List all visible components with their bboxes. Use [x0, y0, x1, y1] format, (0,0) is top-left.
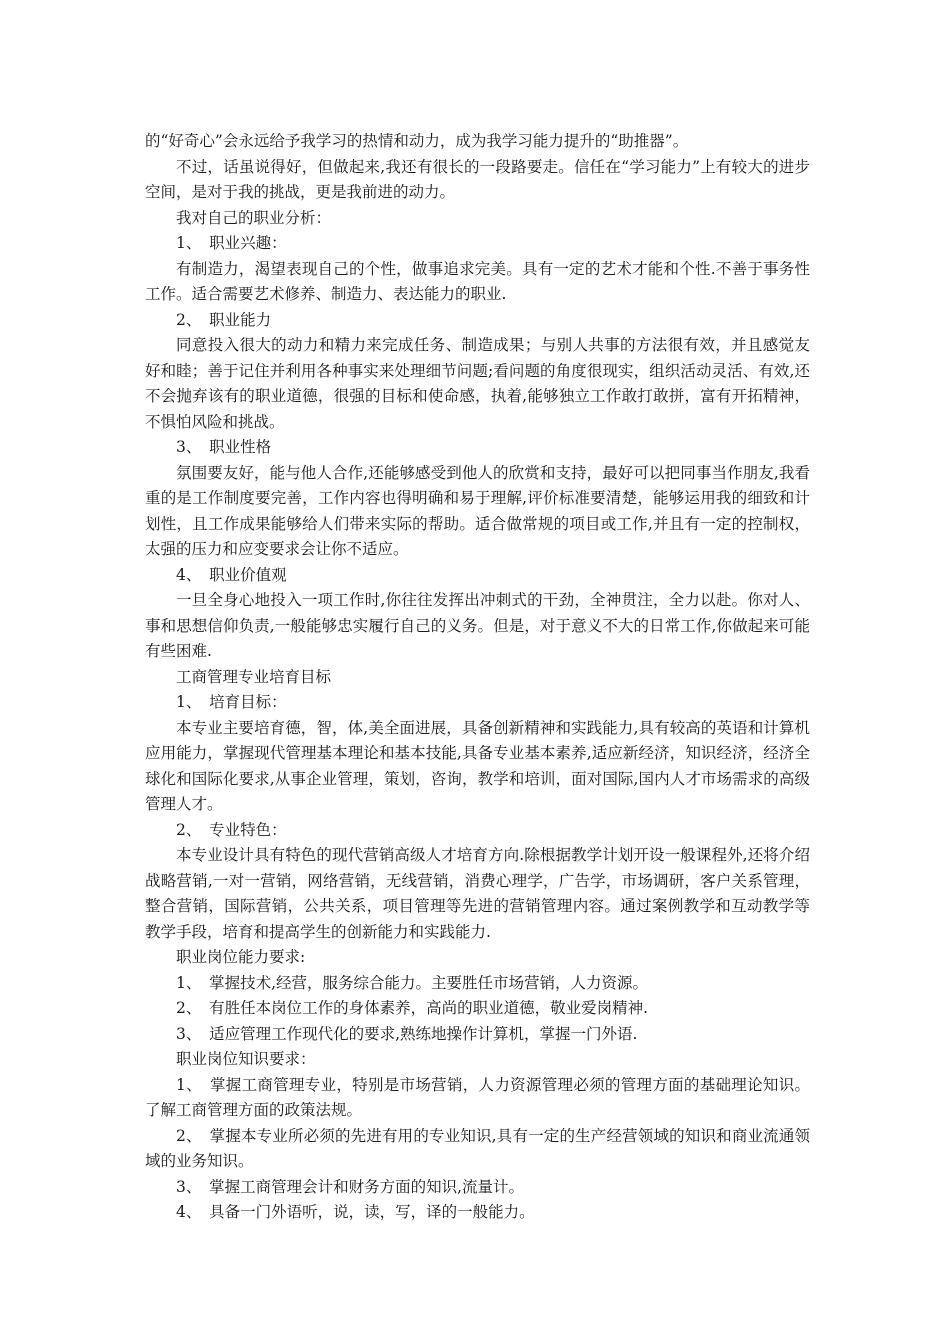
list-item: 2、 有胜任本岗位工作的身体素养，高尚的职业道德，敬业爱岗精神. [176, 999, 649, 1017]
list-item: 3、 掌握工商管理会计和财务方面的知识,流量计。 [176, 1177, 525, 1196]
list-item-heading: 1、 职业兴趣： [176, 234, 287, 252]
list-item: 1、 掌握技术,经营，服务综合能力。主要胜任市场营销，人力资源。 [176, 973, 649, 992]
list-item: 2、 掌握本专业所必须的先进有用的专业知识,具有一定的生产经营领域的知识和商业流通领域的业务知识。 [145, 1126, 810, 1170]
paragraph: 同意投入很大的动力和精力来完成任务、制造成果；与别人共事的方法很有效，并且感觉友好和睦；善于记住并利用各种事实来处理细节问题;看问题的角度很现实，组织活动灵活、有效,还不会抛弃该有的职业道德，很强的目标和使命感，执着,能够独立工作敢打敢拼，富有开拓精神，不惧怕风险和挑战。 [145, 336, 810, 431]
list-item-heading: 1、 培育目标： [176, 693, 287, 711]
section-heading: 职业岗位知识要求： [176, 1050, 316, 1068]
section-heading: 职业岗位能力要求: [176, 948, 306, 966]
paragraph: 一旦全身心地投入一项工作时,你往往发挥出冲刺式的干劲，全神贯注，全力以赴。你对人、事和思想信仰负责,一般能够忠实履行自己的义务。但是，对于意义不大的日常工作,你做起来可能有些困难. [145, 591, 810, 660]
paragraph: 不过，话虽说得好，但做起来,我还有很长的一段路要走。信任在“学习能力”上有较大的进步空间，是对于我的挑战，更是我前进的动力。 [145, 157, 810, 201]
paragraph: 氛围要友好，能与他人合作,还能够感受到他人的欣赏和支持，最好可以把同事当作朋友,我看重的是工作制度要完善，工作内容也得明确和易于理解,评价标准要清楚，能够运用我的细致和计划性，且工作成果能够给人们带来实际的帮助。适合做常规的项目或工作,并且有一定的控制权，太强的压力和应变要求会让你不适应。 [145, 463, 810, 558]
list-item: 4、 具备一门外语听，说，读，写，译的一般能力。 [176, 1203, 535, 1221]
paragraph: 本专业主要培育德，智，体,美全面进展，具备创新精神和实践能力,具有较高的英语和计算机应用能力，掌握现代管理基本理论和基本技能,具备专业基本素养,适应新经济，知识经济，经济全球化和国际化要求,从事企业管理，策划，咨询，教学和培训，面对国际,国内人才市场需求的高级管理人才。 [145, 718, 810, 813]
paragraph: 有制造力，渴望表现自己的个性，做事追求完美。具有一定的艺术才能和个性.不善于事务性工作。适合需要艺术修养、制造力、表达能力的职业. [145, 259, 810, 303]
list-item: 3、 适应管理工作现代化的要求,熟练地操作计算机，掌握一门外语. [176, 1024, 638, 1043]
paragraph: 的“好奇心”会永远给予我学习的热情和动力，成为我学习能力提升的“助推器”。 [145, 132, 689, 150]
paragraph: 本专业设计具有特色的现代营销高级人才培育方向.除根据教学计划开设一般课程外,还将介绍战略营销,一对一营销，网络营销，无线营销，消费心理学，广告学，市场调研，客户关系管理，整合营销，国际营销，公共关系，项目管理等先进的营销管理内容。通过案例教学和互动教学等教学手段，培育和提高学生的创新能力和实践能力. [145, 846, 810, 941]
document-body [145, 129, 810, 1226]
section-heading: 工商管理专业培育目标 [176, 667, 332, 686]
list-item: 1、 掌握工商管理专业，特别是市场营销，人力资源管理必须的管理方面的基础理论知识。了解工商管理方面的政策法规。 [145, 1075, 810, 1119]
section-heading: 我对自己的职业分析： [176, 208, 332, 227]
list-item-heading: 2、 职业能力 [176, 310, 272, 329]
list-item-heading: 3、 职业性格 [176, 438, 272, 456]
list-item-heading: 4、 职业价值观 [176, 565, 287, 584]
list-item-heading: 2、 专业特色： [176, 820, 287, 839]
